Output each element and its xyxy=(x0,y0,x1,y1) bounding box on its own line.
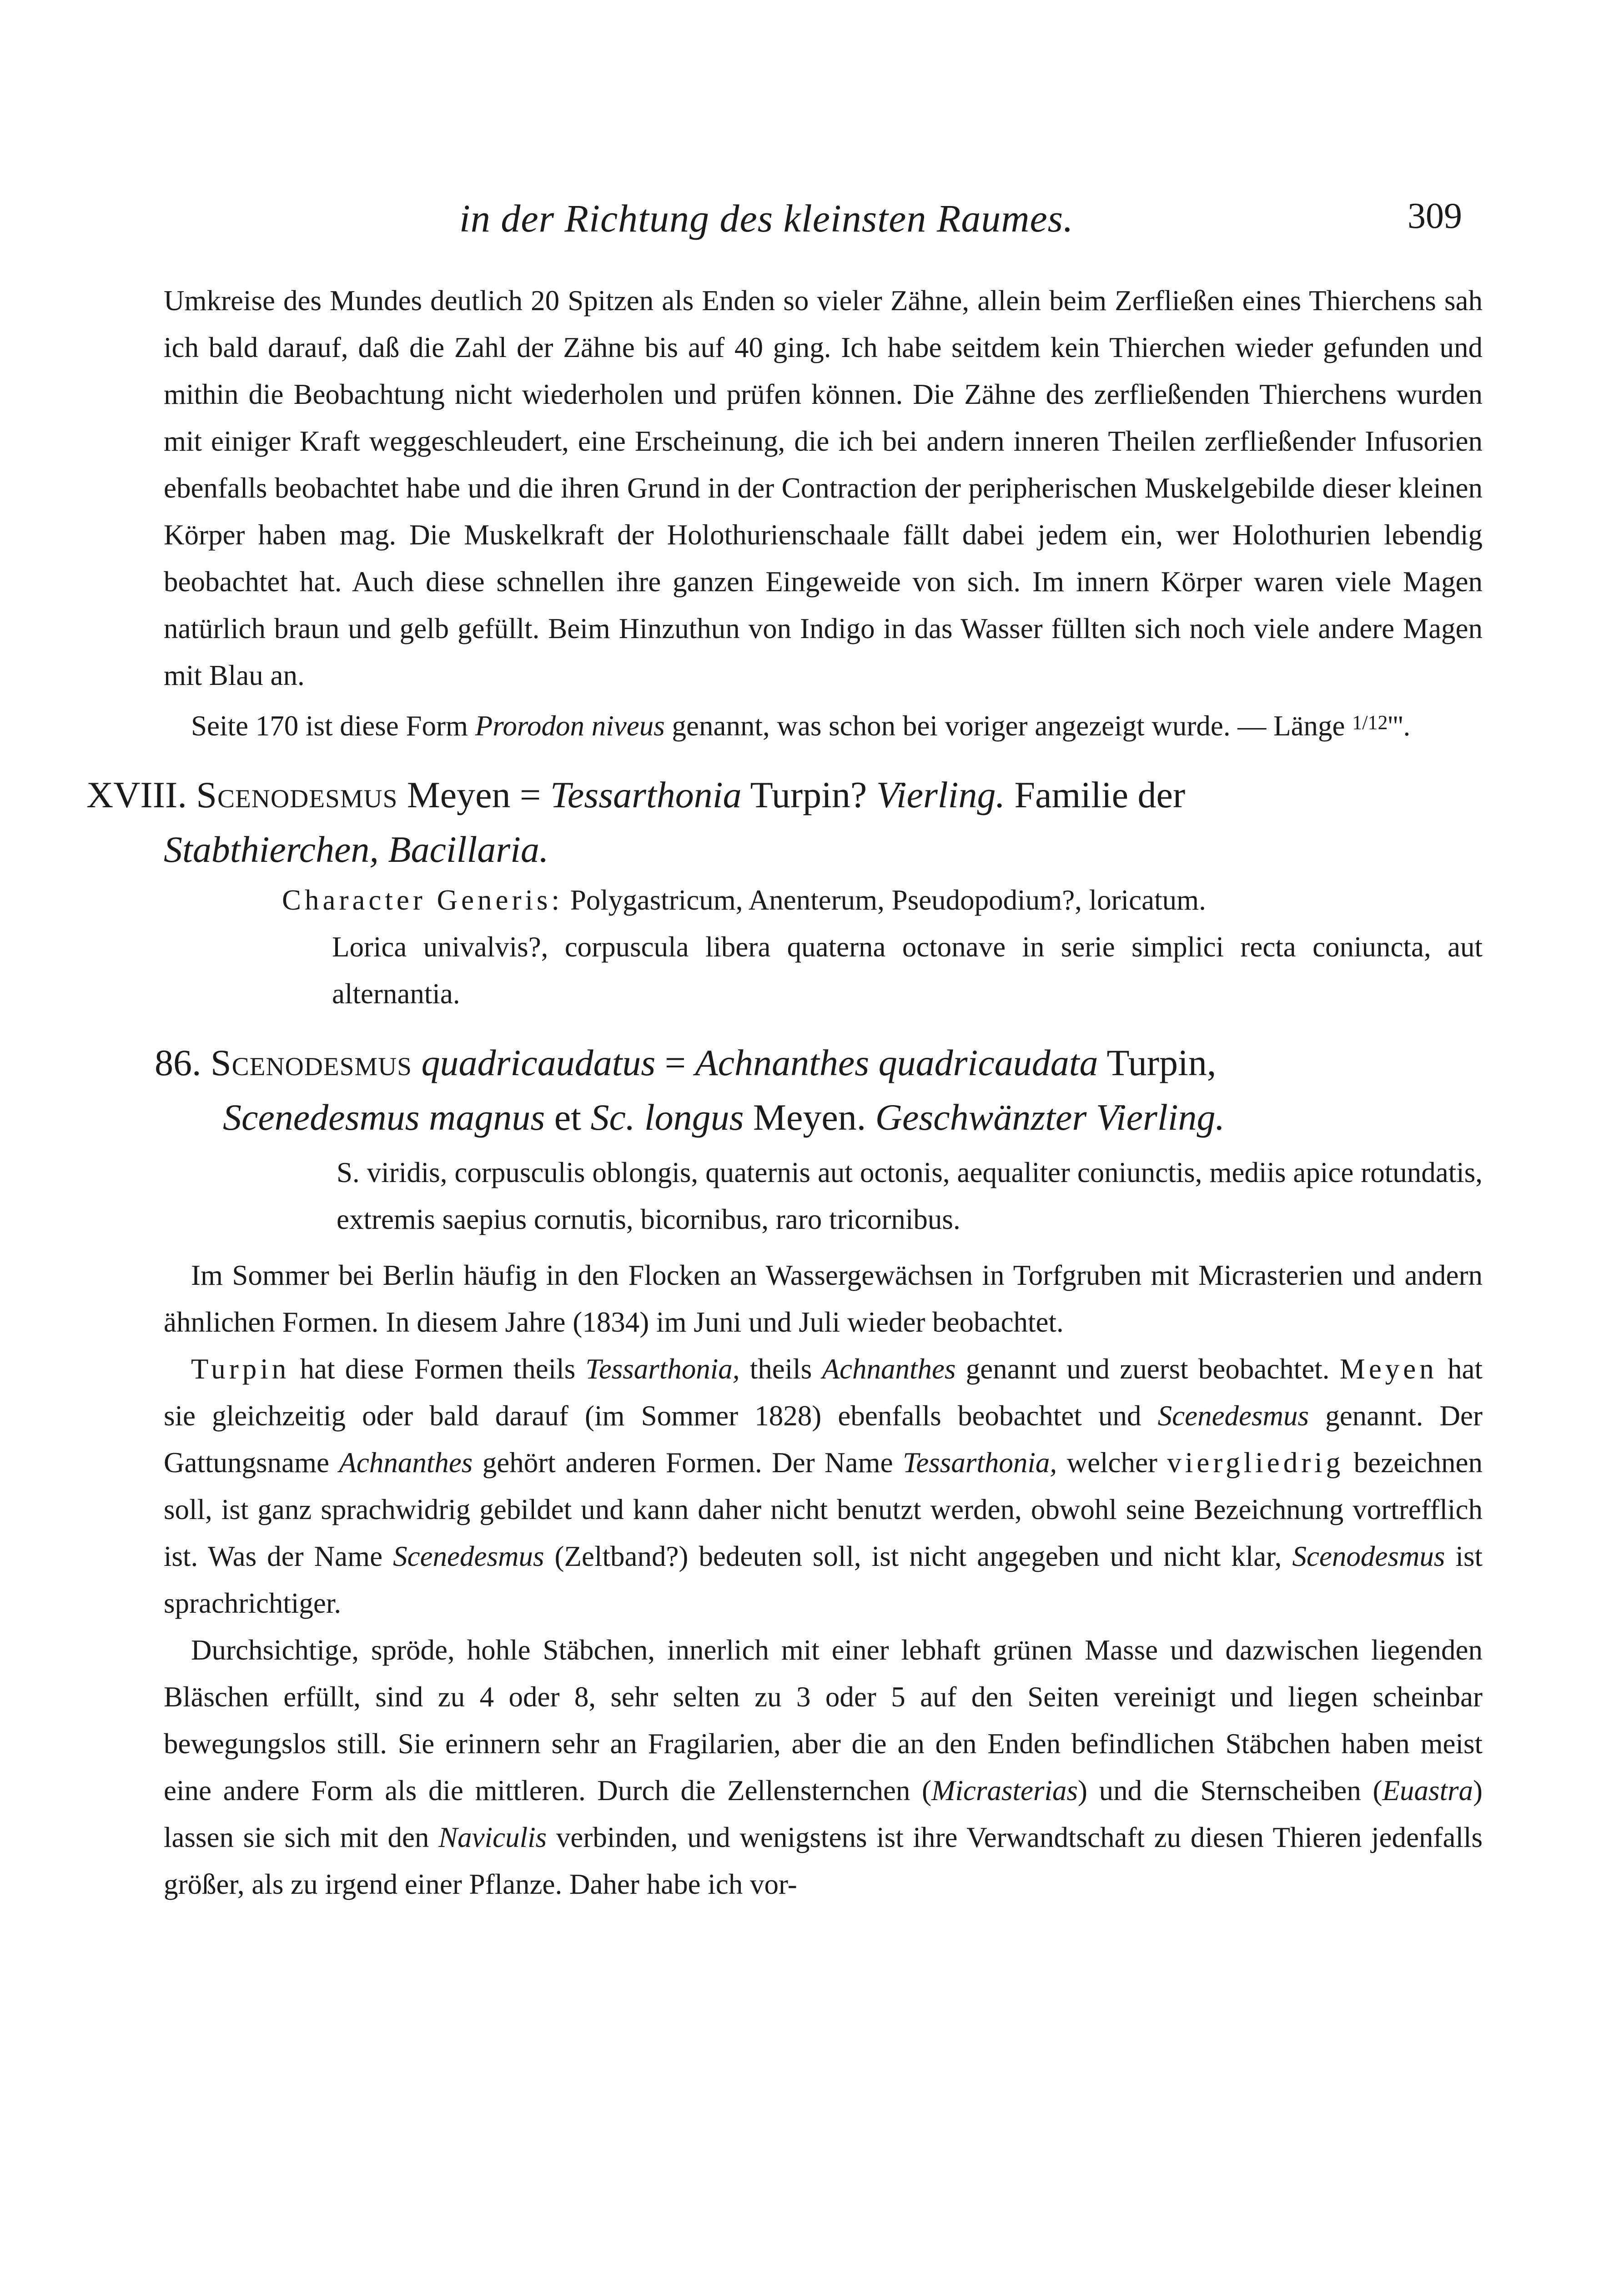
page-number: 309 xyxy=(1408,196,1462,236)
genus-name: Scenodesmus xyxy=(211,1042,412,1083)
text-span: Meyen = xyxy=(397,774,550,815)
species-diagnosis: S. viridis, corpusculis oblongis, quaternis aut octonis, aequaliter coniunctis, mediis apice rotundatis, extremis saepius cornutis, bicornibus, raro tricornibus. xyxy=(337,1157,1483,1235)
paragraph-mouth-teeth: Umkreise des Mundes deutlich 20 Spitzen als Enden so vieler Zähne, allein beim Zerfließen eines Thierchens sah ich bald darauf, daß die Zahl der Zähne bis auf 40 ging. Ich habe seitdem kein Thierchen wieder gefunden und mithin die Beobachtung nicht wiederholen und prüfen können. Die Zähne des zerfließenden Thierchens wurden mit einiger Kraft weggeschleudert, eine Erscheinung, die ich bei andern inneren Theilen zerfließender Infusorien ebenfalls beobachtet habe und die ihren Grund in der Contraction der peripherischen Muskelgebilde dieser kleinen Körper haben mag. Die Muskelkraft der Holothurienschaale fällt dabei jedem ein, wer Holothurien lebendig beobachtet hat. Auch diese schnellen ihre ganzen Eingeweide von sich. Im innern Körper waren viele Magen natürlich braun und gelb gefüllt. Beim Hinzuthun von Indigo in das Wasser füllten sich noch viele andere Magen mit Blau an. xyxy=(164,285,1483,691)
text-span: Meyen. xyxy=(744,1097,875,1138)
synonym-name: Achnanthes quadricaudata xyxy=(695,1042,1098,1083)
section-numeral: XVIII. xyxy=(86,774,187,815)
text-span: theils xyxy=(739,1353,822,1385)
synonym-name: Scenedesmus magnus xyxy=(223,1097,545,1138)
text-span: ) lassen sie sich mit den xyxy=(164,1775,1483,1853)
spaced-word: viergliedrig xyxy=(1167,1447,1344,1479)
species-name: Prorodon niveus xyxy=(475,710,665,742)
paragraph-prorodon-note xyxy=(164,699,1483,750)
synonym-name: Sc. longus xyxy=(590,1097,744,1138)
genus-ref: Achnanthes xyxy=(339,1447,473,1479)
character-line-2: Lorica univalvis?, corpuscula libera quaterna octonave in serie simplici recta coniuncta, aut alternantia. xyxy=(332,931,1483,1010)
text-span: genannt und zuerst beobachtet. xyxy=(955,1353,1340,1385)
author-name: Meyen xyxy=(1339,1353,1438,1385)
common-name: Geschwänzter Vierling. xyxy=(875,1097,1225,1138)
genus-name: Scenodesmus xyxy=(196,774,398,815)
length-fraction: 1/12 xyxy=(1352,711,1388,734)
length-unit: '''. xyxy=(1388,710,1411,742)
running-head xyxy=(0,196,1624,250)
text-span: Seite 170 ist diese Form xyxy=(191,710,475,742)
paragraph-nomenclature xyxy=(164,1346,1483,1627)
genus-ref: Tessarthonia, xyxy=(585,1353,740,1385)
body-text xyxy=(86,277,1483,1908)
species-epithet: quadricaudatus xyxy=(412,1042,656,1083)
text-span: genannt. Der Gattungsname xyxy=(164,1400,1483,1479)
genus-ref: Achnanthes xyxy=(822,1353,956,1385)
genus-ref: Micrasterias xyxy=(931,1775,1078,1806)
text-span: ) und die Sternscheiben ( xyxy=(1078,1775,1383,1806)
text-span: hat sie gleichzeitig oder bald darauf (im Sommer 1828) ebenfalls beobachtet und xyxy=(164,1353,1483,1432)
genus-heading-xviii xyxy=(86,768,1483,877)
species-heading-86 xyxy=(155,1036,1483,1145)
text-span: (Zeltband?) bedeuten soll, ist nicht angegeben und nicht klar, xyxy=(544,1540,1292,1572)
character-line-1: Polygastricum, Anenterum, Pseudopodium?, loricatum. xyxy=(563,884,1206,916)
text-span: hat diese Formen theils xyxy=(290,1353,586,1385)
genus-ref: Scenodesmus xyxy=(1292,1540,1445,1572)
text-span: genannt, was schon bei voriger angezeigt wurde. — Länge xyxy=(664,710,1352,742)
genus-ref: Tessarthonia, xyxy=(903,1447,1057,1479)
genus-ref: Euastra xyxy=(1382,1775,1473,1806)
text-span: gehört anderen Formen. Der Name xyxy=(473,1447,903,1479)
author-name: Turpin xyxy=(191,1353,290,1385)
genus-ref: Naviculis xyxy=(438,1821,547,1853)
text-span: et xyxy=(545,1097,591,1138)
genus-ref: Scenedesmus xyxy=(1157,1400,1309,1432)
text-span: Familie der xyxy=(1005,774,1186,815)
character-generis xyxy=(282,877,1483,1017)
species-number: 86. xyxy=(155,1042,201,1083)
synonym-name: Tessarthonia xyxy=(550,774,742,815)
running-title: in der Richtung des kleinsten Raumes. xyxy=(459,196,1074,240)
text-span: ist sprachrichtiger. xyxy=(164,1540,1483,1619)
text-span: Turpin? xyxy=(741,774,876,815)
paragraph-habitat: Im Sommer bei Berlin häufig in den Flocken an Wassergewächsen in Torfgruben mit Micrasterien und andern ähnlichen Formen. In diesem Jahre (1834) im Juni und Juli wieder beobachtet. xyxy=(164,1259,1483,1338)
text-span: Durchsichtige, spröde, hohle Stäbchen, innerlich mit einer lebhaft grünen Masse und dazwischen liegenden Bläschen erfüllt, sind zu 4 oder 8, sehr selten zu 3 oder 5 auf den Seiten vereinigt und liegen scheinbar bewegungslos still. Sie erinnern sehr an Fragilarien, aber die an den Enden befindlichen Stäbchen haben meist eine andere Form als die mittleren. Durch die Zellensternchen ( xyxy=(164,1634,1483,1806)
text-span: bezeichnen soll, ist ganz sprachwidrig gebildet und kann daher nicht benutzt werden, obwohl seine Bezeichnung vortrefflich ist. Was der Name xyxy=(164,1447,1483,1572)
text-span: verbinden, und wenigstens ist ihre Verwandtschaft zu diesen Thieren jedenfalls größer, als zu irgend einer Pflanze. Daher habe ich vor- xyxy=(164,1821,1483,1900)
paragraph-description xyxy=(164,1627,1483,1908)
heading-continuation xyxy=(155,1090,1483,1145)
family-name: Stabthierchen, Bacillaria. xyxy=(164,829,549,870)
text-span: Turpin, xyxy=(1098,1042,1217,1083)
text-span: = xyxy=(655,1042,695,1083)
common-name: Vierling. xyxy=(876,774,1005,815)
genus-ref: Scenedesmus xyxy=(393,1540,544,1572)
text-span: welcher xyxy=(1057,1447,1167,1479)
character-label: Character Generis: xyxy=(282,884,563,916)
